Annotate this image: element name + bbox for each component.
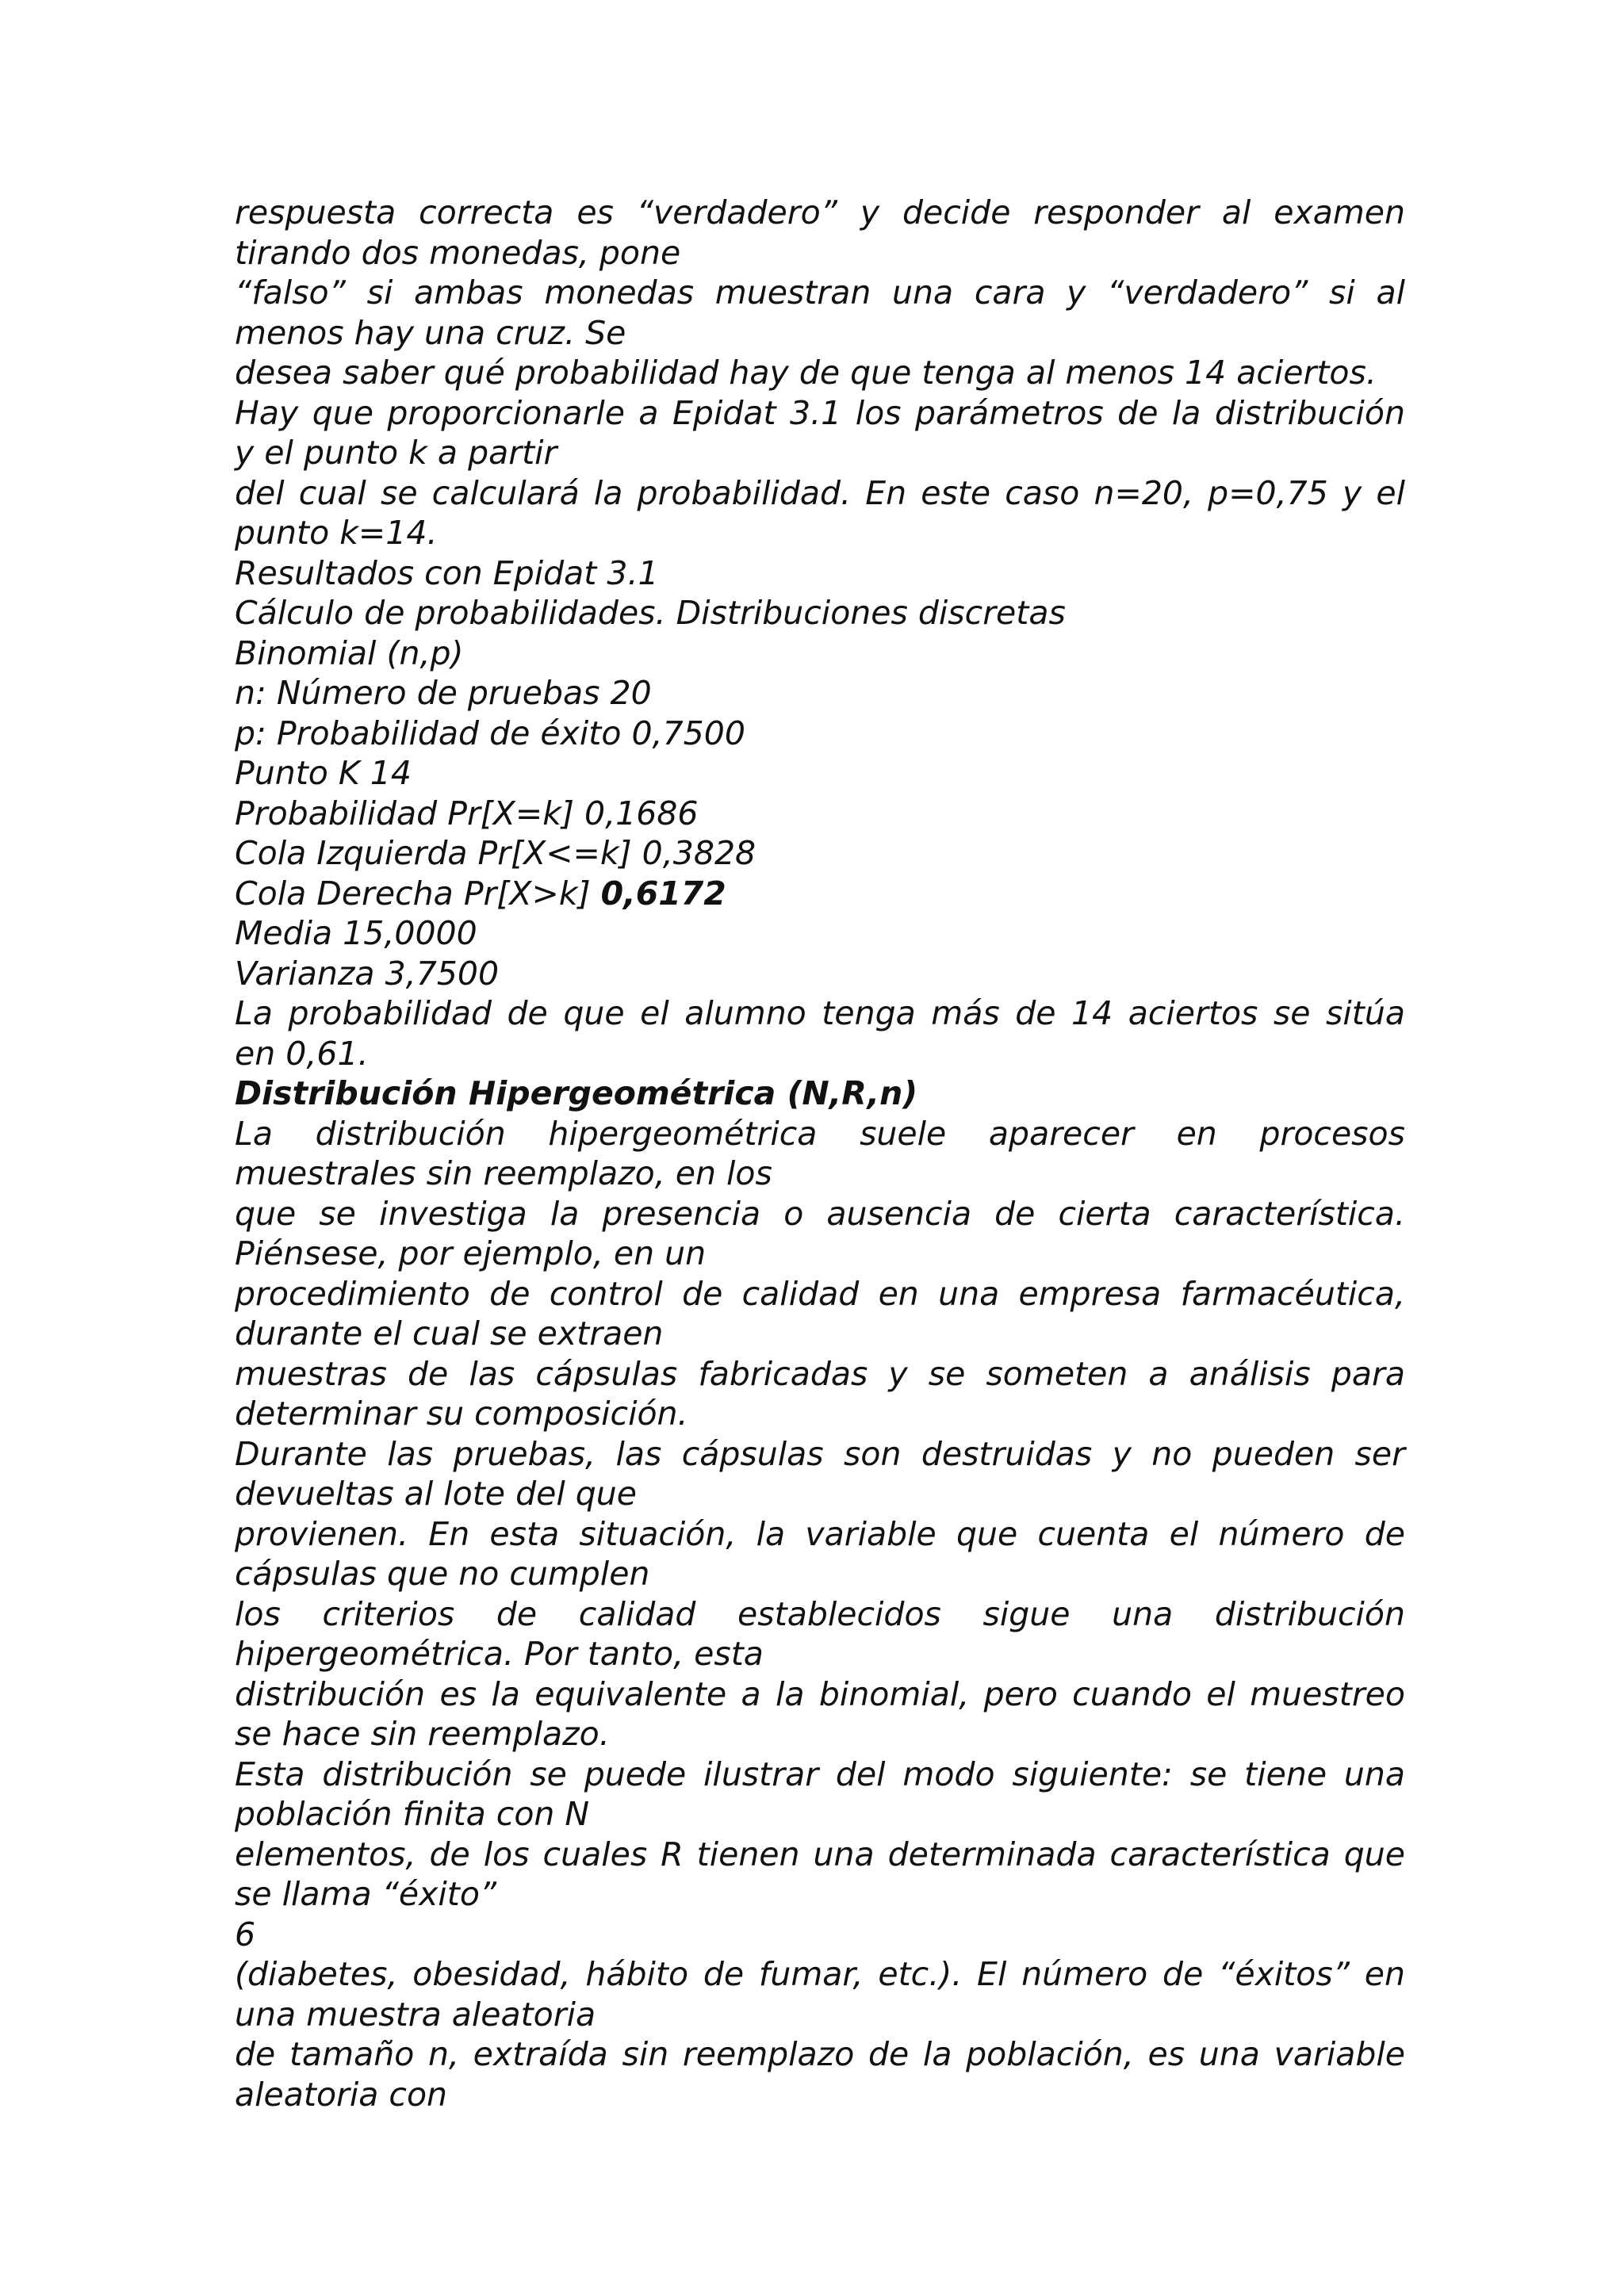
line-text: punto k=14. xyxy=(235,514,438,552)
text-line xyxy=(235,553,1405,594)
text-line xyxy=(235,433,1405,473)
line-text: de tamaño n, extraída sin reemplazo de la población, es una variable xyxy=(235,2035,1405,2073)
line-text: muestrales sin reemplazo, en los xyxy=(235,1154,772,1192)
line-text: que se investiga la presencia o ausencia de cierta característica. xyxy=(235,1194,1405,1233)
text-line xyxy=(235,1554,1405,1594)
line-text: determinar su composición. xyxy=(235,1395,688,1433)
text-line xyxy=(235,1434,1405,1475)
text-line xyxy=(235,993,1405,1034)
line-text: La distribución hipergeométrica suele aparecer en procesos xyxy=(235,1114,1405,1153)
line-text: cápsulas que no cumplen xyxy=(235,1555,650,1593)
line-text: n: Número de pruebas 20 xyxy=(235,674,652,712)
line-text: tirando dos monedas, pone xyxy=(235,233,681,272)
text-line xyxy=(235,1634,1405,1674)
highlighted-value: 0,6172 xyxy=(600,874,726,913)
line-text: p: Probabilidad de éxito 0,7500 xyxy=(235,714,745,752)
line-text: Cola Derecha Pr[X>k] xyxy=(235,874,601,913)
text-line xyxy=(235,193,1405,233)
line-text: provienen. En esta situación, la variable que cuenta el número de xyxy=(235,1514,1405,1553)
text-line xyxy=(235,593,1405,633)
line-text: Esta distribución se puede ilustrar del modo siguiente: se tiene una xyxy=(235,1755,1405,1793)
text-line xyxy=(235,1234,1405,1274)
text-line xyxy=(235,2034,1405,2075)
line-text: los criterios de calidad establecidos sigue una distribución xyxy=(235,1594,1405,1633)
line-text: distribución es la equivalente a la binomial, pero cuando el muestreo xyxy=(235,1674,1405,1713)
text-line xyxy=(235,833,1405,874)
line-text: Distribución Hipergeométrica (N,R,n) xyxy=(235,1074,918,1112)
line-text: Cálculo de probabilidades. Distribuciones discretas xyxy=(235,594,1066,632)
line-text: se hace sin reemplazo. xyxy=(235,1715,610,1753)
text-line xyxy=(235,1995,1405,2035)
text-line xyxy=(235,1755,1405,1795)
text-line xyxy=(235,1274,1405,1314)
text-line xyxy=(235,633,1405,674)
line-text: Durante las pruebas, las cápsulas son destruidas y no pueden ser xyxy=(235,1434,1405,1473)
line-text: “falso” si ambas monedas muestran una cara y “verdadero” si al xyxy=(235,274,1405,312)
line-text: hipergeométrica. Por tanto, esta xyxy=(235,1635,764,1673)
text-line xyxy=(235,874,1405,914)
text-line xyxy=(235,753,1405,794)
text-line xyxy=(235,954,1405,994)
document-page xyxy=(235,193,1405,2114)
line-text: Media 15,0000 xyxy=(235,914,477,952)
text-line xyxy=(235,1514,1405,1555)
text-line xyxy=(235,353,1405,393)
text-line xyxy=(235,1835,1405,1875)
line-text: La probabilidad de que el alumno tenga más de 14 aciertos se sitúa xyxy=(235,994,1405,1032)
text-line xyxy=(235,273,1405,313)
page-number xyxy=(235,1915,1405,1955)
text-line xyxy=(235,313,1405,354)
line-text: devueltas al lote del que xyxy=(235,1475,637,1513)
line-text: 6 xyxy=(235,1915,256,1954)
line-text: muestras de las cápsulas fabricadas y se someten a análisis para xyxy=(235,1354,1405,1393)
text-line xyxy=(235,393,1405,434)
line-text: durante el cual se extraen xyxy=(235,1314,664,1353)
line-text: desea saber qué probabilidad hay de que tenga al menos 14 aciertos. xyxy=(235,354,1377,392)
text-line xyxy=(235,473,1405,514)
line-text: aleatoria con xyxy=(235,2075,448,2114)
text-line xyxy=(235,1194,1405,1234)
line-text: menos hay una cruz. Se xyxy=(235,313,626,352)
text-line xyxy=(235,1474,1405,1514)
line-text: una muestra aleatoria xyxy=(235,1995,596,2034)
text-line xyxy=(235,714,1405,754)
line-text: del cual se calculará la probabilidad. En este caso n=20, p=0,75 y el xyxy=(235,473,1405,512)
line-text: (diabetes, obesidad, hábito de fumar, etc.). El número de “éxitos” en xyxy=(235,1955,1405,1993)
text-line xyxy=(235,1794,1405,1835)
text-line xyxy=(235,1394,1405,1434)
line-text: Piénsese, por ejemplo, en un xyxy=(235,1234,707,1272)
line-text: Punto K 14 xyxy=(235,754,412,792)
line-text: respuesta correcta es “verdadero” y decide responder al examen xyxy=(235,193,1405,232)
line-text: y el punto k a partir xyxy=(235,434,557,472)
text-line xyxy=(235,1954,1405,1995)
line-text: Hay que proporcionarle a Epidat 3.1 los parámetros de la distribución xyxy=(235,393,1405,432)
text-line xyxy=(235,673,1405,714)
text-line xyxy=(235,1314,1405,1354)
section-heading xyxy=(235,1073,1405,1114)
line-text: Resultados con Epidat 3.1 xyxy=(235,553,659,592)
text-line xyxy=(235,1874,1405,1915)
text-line xyxy=(235,794,1405,834)
line-text: Probabilidad Pr[X=k] 0,1686 xyxy=(235,794,699,832)
text-line xyxy=(235,1594,1405,1635)
line-text: elementos, de los cuales R tienen una determinada característica que xyxy=(235,1835,1405,1873)
line-text: Binomial (n,p) xyxy=(235,633,464,672)
line-text: Cola Izquierda Pr[X<=k] 0,3828 xyxy=(235,834,756,872)
text-line xyxy=(235,913,1405,954)
line-text: se llama “éxito” xyxy=(235,1875,497,1913)
text-line xyxy=(235,1674,1405,1715)
text-line xyxy=(235,1714,1405,1755)
text-line xyxy=(235,233,1405,274)
text-line xyxy=(235,1154,1405,1194)
line-text: procedimiento de control de calidad en una empresa farmacéutica, xyxy=(235,1274,1405,1313)
text-line xyxy=(235,513,1405,553)
line-text: población finita con N xyxy=(235,1795,590,1833)
text-line xyxy=(235,2075,1405,2115)
text-line xyxy=(235,1114,1405,1154)
text-line xyxy=(235,1034,1405,1074)
line-text: Varianza 3,7500 xyxy=(235,954,500,993)
line-text: en 0,61. xyxy=(235,1034,369,1073)
text-line xyxy=(235,1354,1405,1395)
